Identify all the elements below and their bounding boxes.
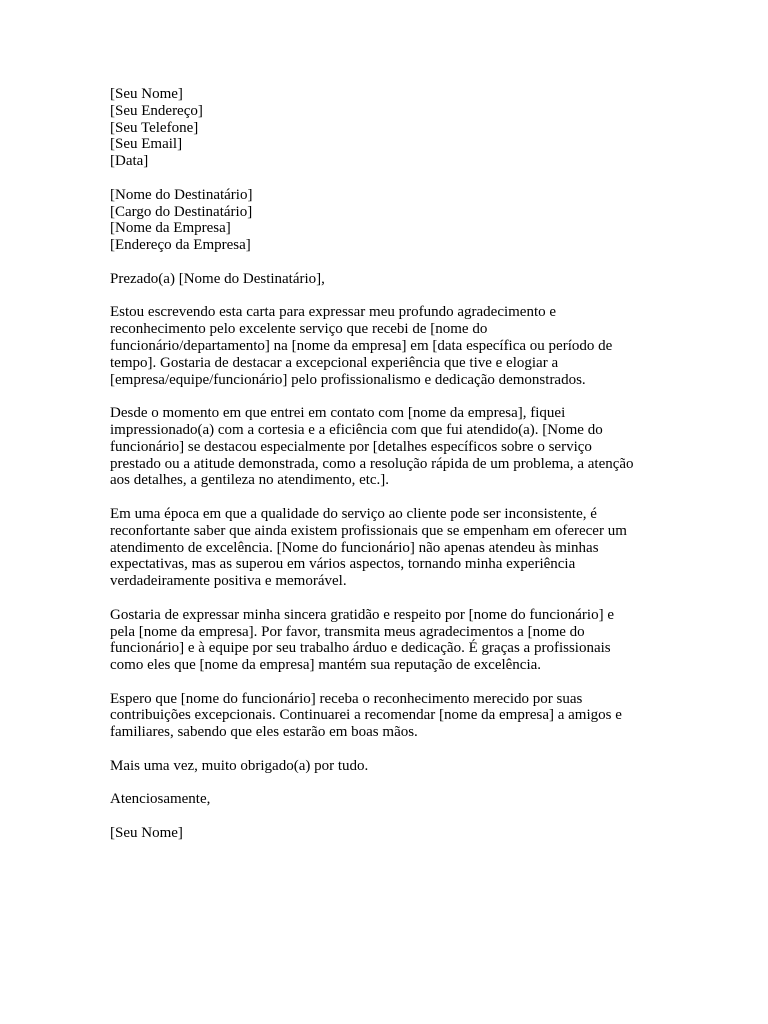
paragraph-line: como eles que [nome da empresa] mantém sua reputação de excelência. xyxy=(110,657,542,674)
spacer xyxy=(110,170,670,187)
body-paragraph-3 xyxy=(110,506,670,590)
paragraph-line: contribuições excepcionais. Continuarei a recomendar [nome da empresa] a amigos e xyxy=(110,707,622,724)
paragraph-line: funcionário] se destacou especialmente por [detalhes específicos sobre o serviço xyxy=(110,438,592,455)
spacer xyxy=(110,775,670,792)
closing-line: Atenciosamente, xyxy=(110,791,211,808)
spacer xyxy=(110,674,670,691)
recipient-title: [Cargo do Destinatário] xyxy=(110,203,253,220)
recipient-address: [Endereço da Empresa] xyxy=(110,237,251,254)
spacer xyxy=(110,388,670,405)
body-paragraph-5 xyxy=(110,691,670,741)
sender-block xyxy=(110,86,670,170)
paragraph-line: impressionado(a) com a cortesia e a eficiência com que fui atendido(a). [Nome do xyxy=(110,421,603,438)
paragraph-line: Mais uma vez, muito obrigado(a) por tudo. xyxy=(110,757,369,774)
paragraph-line: Em uma época em que a qualidade do serviço ao cliente pode ser inconsistente, é xyxy=(110,505,597,522)
closing xyxy=(110,791,670,808)
sender-email: [Seu Email] xyxy=(110,136,183,153)
paragraph-line: aos detalhes, a gentileza no atendimento, etc.]. xyxy=(110,472,390,489)
recipient-name: [Nome do Destinatário] xyxy=(110,186,253,203)
paragraph-line: reconfortante saber que ainda existem profissionais que se empenham em oferecer um xyxy=(110,522,627,539)
recipient-block xyxy=(110,187,670,254)
body-paragraph-2 xyxy=(110,405,670,489)
sender-name: [Seu Nome] xyxy=(110,86,183,102)
paragraph-line: pela [nome da empresa]. Por favor, transmita meus agradecimentos a [nome do xyxy=(110,623,585,640)
greeting-line: Prezado(a) [Nome do Destinatário], xyxy=(110,270,325,287)
spacer xyxy=(110,254,670,271)
spacer xyxy=(110,489,670,506)
paragraph-line: Gostaria de expressar minha sincera gratidão e respeito por [nome do funcionário] e xyxy=(110,606,614,623)
paragraph-line: tempo]. Gostaria de destacar a excepcional experiência que tive e elogiar a xyxy=(110,354,559,371)
body-paragraph-4 xyxy=(110,607,670,674)
paragraph-line: Estou escrevendo esta carta para expressar meu profundo agradecimento e xyxy=(110,304,557,321)
paragraph-line: expectativas, mas as superou em vários aspectos, tornando minha experiência xyxy=(110,556,576,573)
paragraph-line: funcionário] e à equipe por seu trabalho árduo e dedicação. É graças a profissionais xyxy=(110,640,611,657)
greeting xyxy=(110,271,670,288)
paragraph-line: [empresa/equipe/funcionário] pelo profissionalismo e dedicação demonstrados. xyxy=(110,371,586,388)
spacer xyxy=(110,590,670,607)
spacer xyxy=(110,288,670,305)
signature xyxy=(110,825,670,842)
sender-phone: [Seu Telefone] xyxy=(110,119,199,136)
body-paragraph-1 xyxy=(110,304,670,388)
recipient-company: [Nome da Empresa] xyxy=(110,220,231,237)
paragraph-line: funcionário/departamento] na [nome da empresa] em [data específica ou período de xyxy=(110,337,613,354)
letter-date: [Data] xyxy=(110,153,149,170)
sender-address: [Seu Endereço] xyxy=(110,102,203,119)
paragraph-line: prestado ou a atitude demonstrada, como a resolução rápida de um problema, a atenção xyxy=(110,455,634,472)
body-paragraph-6 xyxy=(110,758,670,775)
paragraph-line: reconhecimento pelo excelente serviço que recebi de [nome do xyxy=(110,321,488,338)
paragraph-line: verdadeiramente positiva e memorável. xyxy=(110,573,347,590)
spacer xyxy=(110,808,670,825)
paragraph-line: Desde o momento em que entrei em contato com [nome da empresa], fiquei xyxy=(110,405,566,422)
letter-page xyxy=(110,86,670,842)
spacer xyxy=(110,741,670,758)
paragraph-line: familiares, sabendo que eles estarão em boas mãos. xyxy=(110,724,418,741)
paragraph-line: atendimento de excelência. [Nome do funcionário] não apenas atendeu às minhas xyxy=(110,539,599,556)
paragraph-line: Espero que [nome do funcionário] receba o reconhecimento merecido por suas xyxy=(110,690,583,707)
signature-name: [Seu Nome] xyxy=(110,825,183,842)
